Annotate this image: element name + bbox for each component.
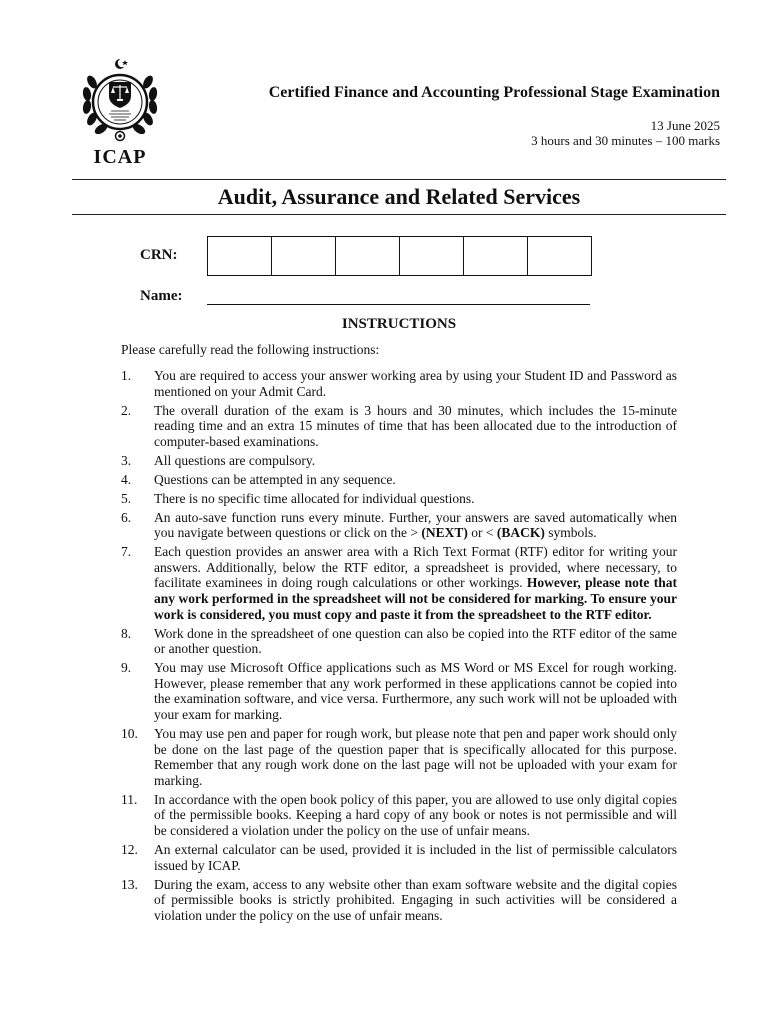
crn-box[interactable] bbox=[528, 237, 591, 275]
crn-box[interactable] bbox=[208, 237, 272, 275]
list-item: 8. Work done in the spreadsheet of one question can also be copied into the RTF editor of the same or another question. bbox=[121, 625, 677, 657]
instructions-intro: Please carefully read the following instructions: bbox=[121, 342, 380, 357]
list-item: 5. There is no specific time allocated for individual questions. bbox=[121, 490, 475, 506]
crn-label: CRN: bbox=[140, 247, 178, 263]
list-item: 1. You are required to access your answer working area by using your Student ID and Password as mentioned on your Admit Card. bbox=[121, 368, 677, 399]
list-item: 2. The overall duration of the exam is 3 hours and 30 minutes, which includes the 15-minute reading time and an extra 15 minutes of time that has been allocated due to the introduction of computer-based examinations. bbox=[121, 402, 677, 449]
crn-input-boxes[interactable] bbox=[207, 236, 592, 276]
crn-box[interactable] bbox=[272, 237, 336, 275]
instructions-list bbox=[121, 368, 677, 927]
name-label: Name: bbox=[140, 288, 183, 304]
instructions-heading: INSTRUCTIONS bbox=[341, 316, 457, 332]
icap-seal-icon bbox=[78, 56, 162, 146]
list-item: 3. All questions are compulsory. bbox=[121, 452, 316, 468]
list-item: 13. During the exam, access to any website other than exam software website and the digital copies of permissible books is strictly prohibited. Engaging in such activities will be considered a violation under the policy on the use of unfair means. bbox=[121, 876, 677, 923]
top-divider bbox=[72, 179, 726, 180]
list-item: 9. You may use Microsoft Office applications such as MS Word or MS Excel for rough working. However, please remember that any work performed in these applications cannot be copied into the examination software, and vice versa. Furthermore, any such work will not be uploaded with your exam for marking. bbox=[121, 660, 677, 722]
list-item: 4. Questions can be attempted in any sequence. bbox=[121, 471, 396, 487]
bottom-divider bbox=[72, 214, 726, 215]
crn-box[interactable] bbox=[336, 237, 400, 275]
paper-title: Audit, Assurance and Related Services bbox=[217, 184, 581, 209]
exam-duration: 3 hours and 30 minutes – 100 marks bbox=[531, 133, 720, 148]
list-item: 11. In accordance with the open book policy of this paper, you are allowed to use only digital copies of the permissible books. Keeping a hard copy of any book or notes is not permissible and will be considered a violation under the policy on the use of unfair means. bbox=[121, 791, 677, 838]
logo-text: ICAP bbox=[93, 146, 147, 168]
list-item: 12. An external calculator can be used, provided it is included in the list of permissible calculators issued by ICAP. bbox=[121, 841, 677, 873]
exam-date: 13 June 2025 bbox=[650, 118, 720, 133]
list-item: 10. You may use pen and paper for rough work, but please note that pen and paper work should only be done on the last page of the question paper that is specifically allocated for this purpose. Remember that any rough work done on the last page will not be uploaded with your exam for marking. bbox=[121, 725, 677, 788]
name-field[interactable] bbox=[207, 304, 590, 305]
crn-box[interactable] bbox=[400, 237, 464, 275]
list-item: 7. Each question provides an answer area with a Rich Text Format (RTF) editor for writing your answers. Additionally, below the RTF editor, a spreadsheet is provided, where necessary, to facilitate examinees in doing rough calculations or other workings. However, please note that any work performed in the spreadsheet will not be considered for marking. To ensure your work is considered, you must copy and paste it from the spreadsheet to the RTF editor. bbox=[121, 544, 677, 622]
crn-box[interactable] bbox=[464, 237, 528, 275]
list-item: 6. An auto-save function runs every minute. Further, your answers are saved automatically when you navigate between questions or click on the > (NEXT) or < (BACK) symbols. bbox=[121, 509, 677, 541]
exam-title: Certified Finance and Accounting Professional Stage Examination bbox=[268, 84, 720, 101]
